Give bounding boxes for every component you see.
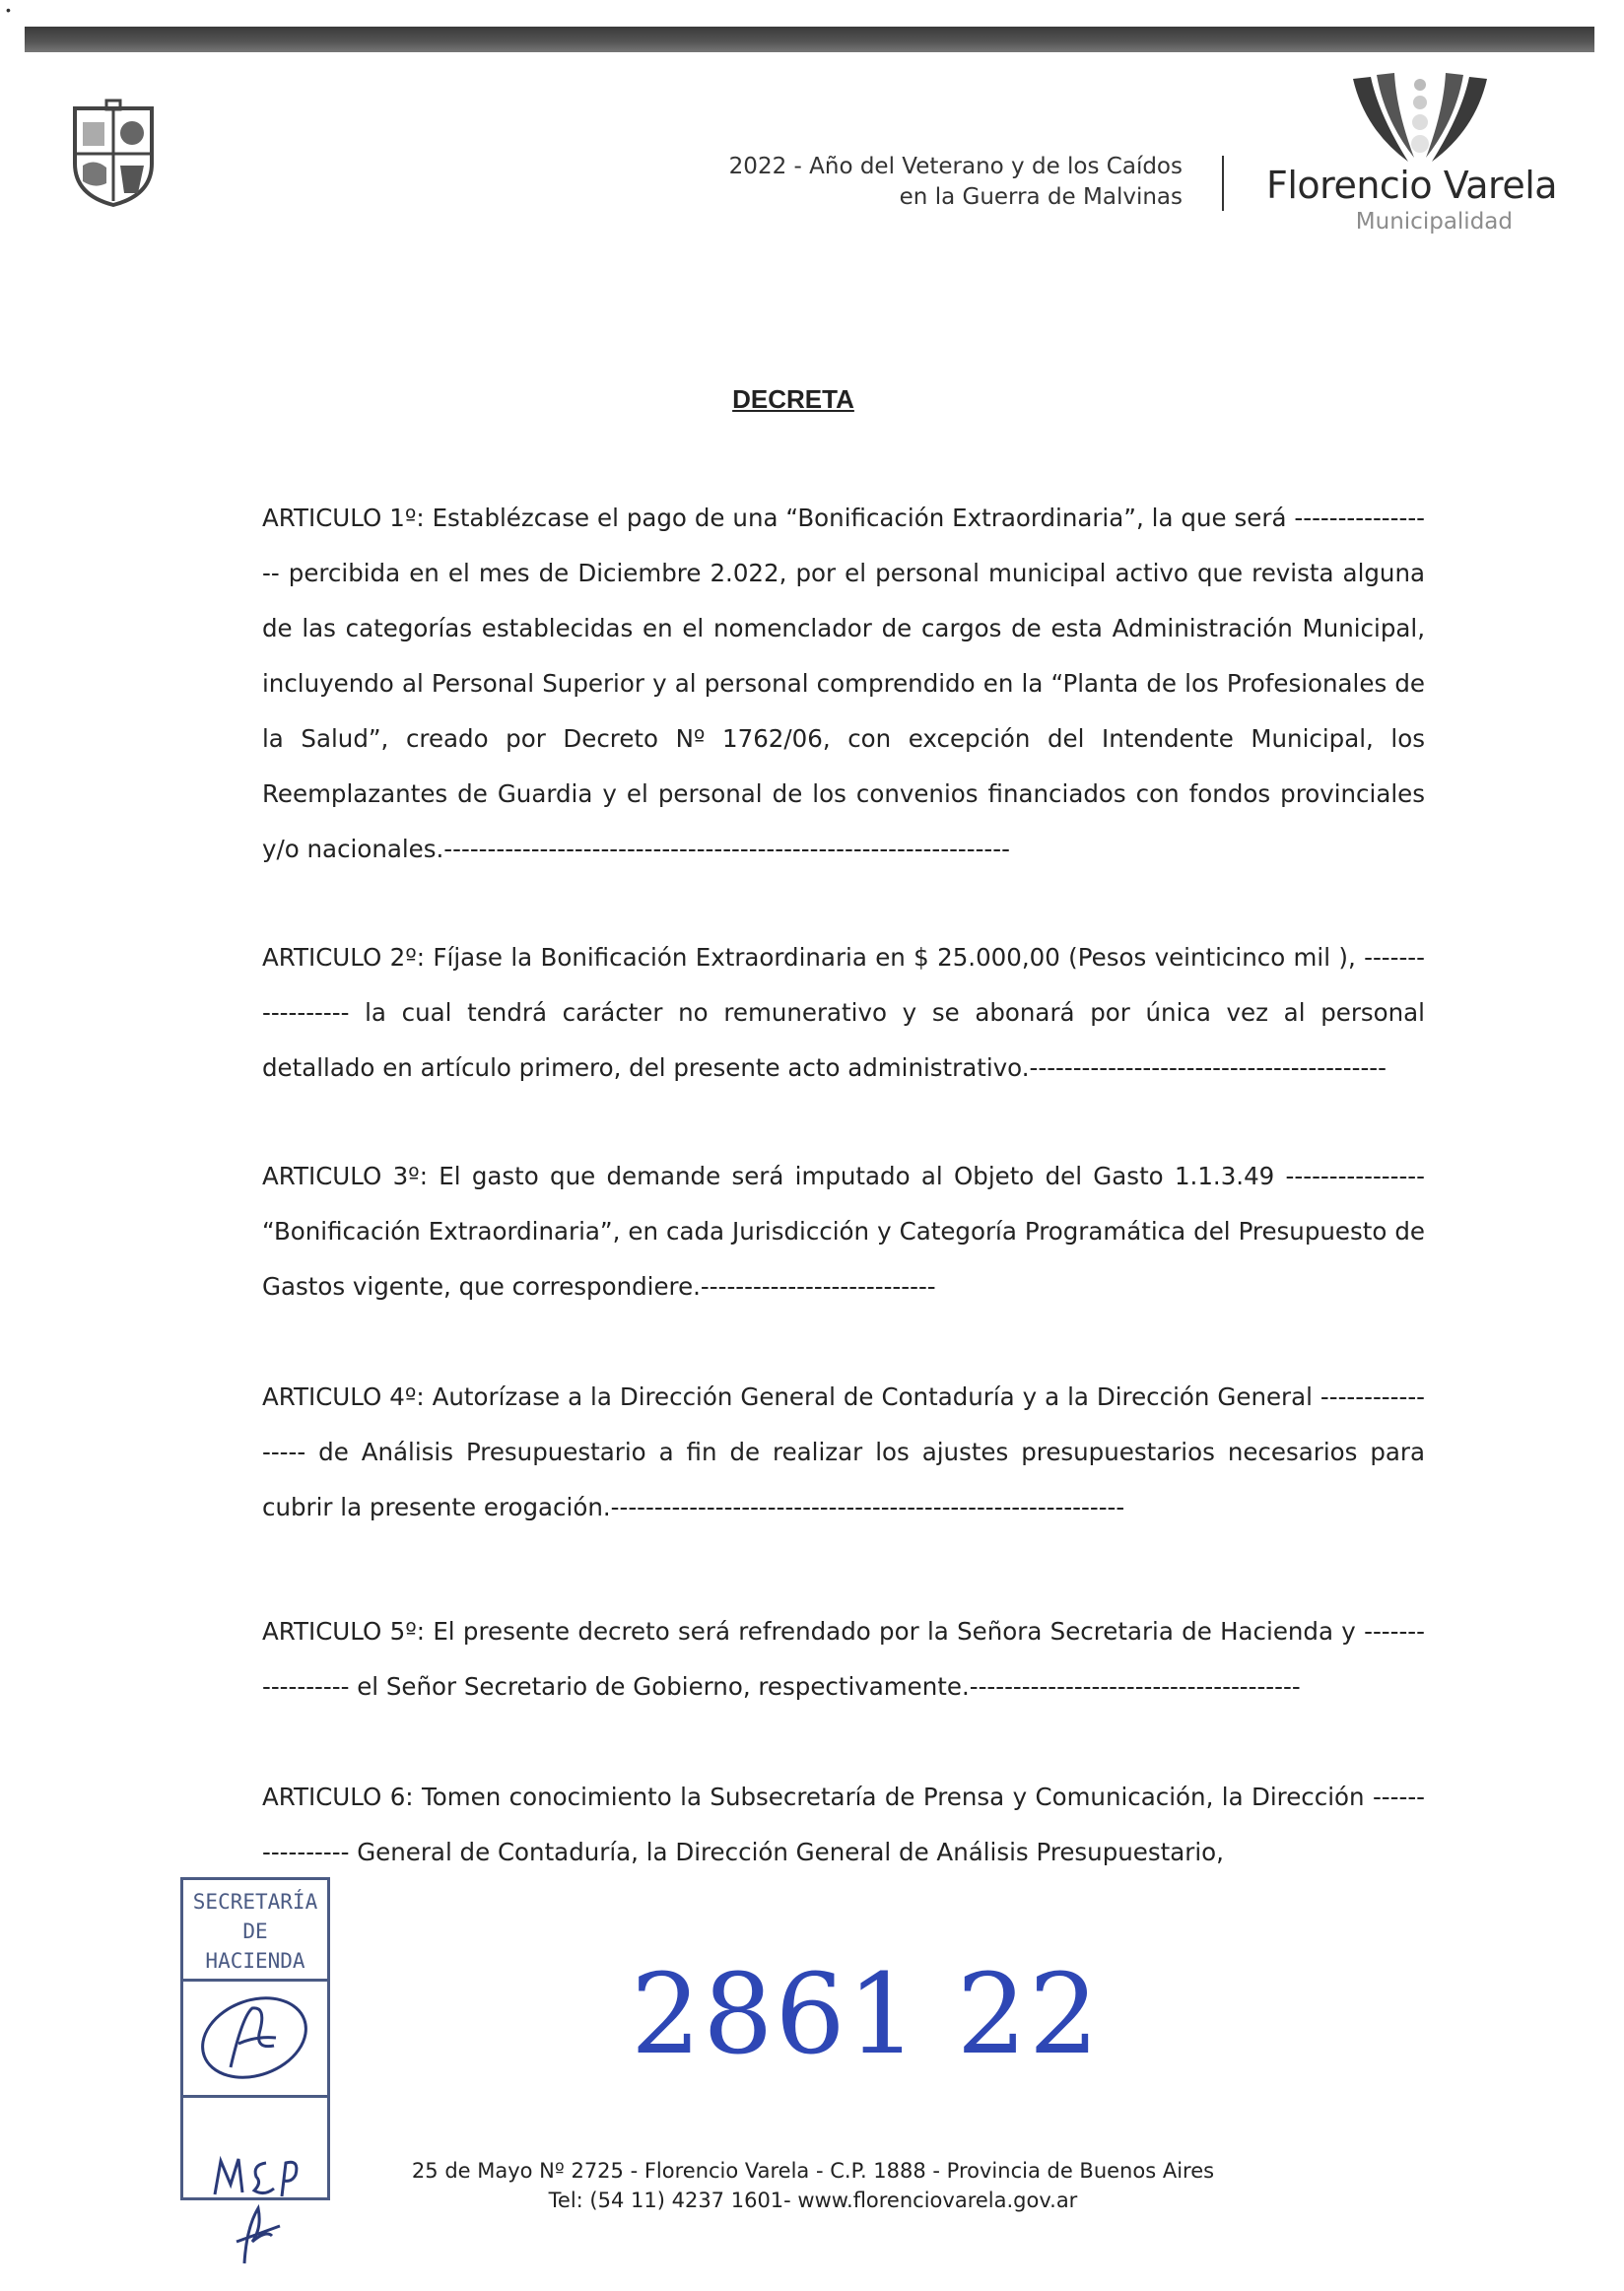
municipal-crest-icon	[69, 99, 158, 209]
article-2	[262, 930, 1425, 1096]
article-text: Tomen conocimiento la Subsecretaría de Prensa y Comunicación, la Dirección ---------------- General de Contaduría, la Dirección General de Análisis Presupuestario,	[262, 1783, 1426, 1866]
handwritten-initials-icon	[197, 2133, 355, 2271]
scan-mark: •	[6, 2, 11, 18]
logo-subtitle: Municipalidad	[1355, 209, 1513, 235]
article-6	[262, 1770, 1425, 1880]
article-1	[262, 491, 1425, 877]
article-label: ARTICULO 2º:	[262, 943, 426, 972]
florencio-varela-logo-icon	[1345, 71, 1495, 169]
stamp-line-3: HACIENDA	[205, 1949, 305, 1973]
decree-number: 2861 22	[631, 1951, 1102, 2079]
article-label: ARTICULO 3º:	[262, 1162, 428, 1190]
year-line-2: en la Guerra de Malvinas	[899, 184, 1183, 210]
footer-address: 25 de Mayo Nº 2725 - Florencio Varela - C.P. 1888 - Provincia de Buenos Aires	[411, 2159, 1215, 2183]
article-label: ARTICULO 1º:	[262, 504, 425, 532]
stamp-divider	[183, 2095, 327, 2098]
article-label: ARTICULO 6:	[262, 1783, 414, 1811]
article-text: Fíjase la Bonificación Extraordinaria en $ 25.000,00 (Pesos veinticinco mil ), ----------------- la cual tendrá carácter no remunerativo y se abonará por única vez al personal detallado en artículo primero, del presente acto administrativo.-----------------------------------------	[262, 943, 1425, 1082]
signature-icon	[191, 1987, 317, 2089]
article-text: Establézcase el pago de una “Bonificación Extraordinaria”, la que será ----------------- percibida en el mes de Diciembre 2.022, por el personal municipal activo que revista alguna de las categorías establecidas en el nomenclador de cargos de esta Administración Municipal, incluyendo al Personal Superior y al personal comprendido en la “Planta de los Profesionales de la Salud”, creado por Decreto Nº 1762/06, con excepción del Intendente Municipal, los Reemplazantes de Guardia y el personal de los convenios financiados con fondos provinciales y/o nacionales.-----------------------------------------------------------------	[262, 504, 1426, 863]
stamp-divider	[183, 1979, 327, 1982]
scan-top-bar	[25, 27, 1594, 52]
article-text: Autorízase a la Dirección General de Contaduría y a la Dirección General ----------------- de Análisis Presupuestario a fin de realizar los ajustes presupuestarios necesarios para cubrir la presente erogación.-----------------------------------------------------------	[262, 1382, 1425, 1521]
logo-wordmark: Florencio Varela	[1266, 164, 1558, 207]
article-5	[262, 1604, 1425, 1715]
article-label: ARTICULO 4º:	[262, 1382, 425, 1411]
year-line-1: 2022 - Año del Veterano y de los Caídos	[728, 154, 1183, 179]
article-4	[262, 1370, 1425, 1535]
article-3	[262, 1149, 1425, 1314]
article-text: El presente decreto será refrendado por la Señora Secretaria de Hacienda y ----------------- el Señor Secretario de Gobierno, respectivamente.--------------------------------------	[262, 1617, 1425, 1701]
document-title: DECRETA	[732, 384, 854, 414]
commemorative-header	[552, 152, 1183, 213]
article-text: El gasto que demande será imputado al Objeto del Gasto 1.1.3.49 ---------------- “Bonificación Extraordinaria”, en cada Jurisdicción y Categoría Programática del Presupuesto de Gastos vigente, que correspondiere.---------------------------	[262, 1162, 1425, 1301]
article-label: ARTICULO 5º:	[262, 1617, 425, 1646]
header-divider	[1222, 156, 1224, 211]
page-footer	[394, 2156, 1232, 2215]
footer-contact: Tel: (54 11) 4237 1601- www.florenciovarela.gov.ar	[548, 2189, 1078, 2212]
stamp-line-2: DE	[242, 1920, 268, 1943]
stamp-line-1: SECRETARÍA	[192, 1890, 318, 1914]
